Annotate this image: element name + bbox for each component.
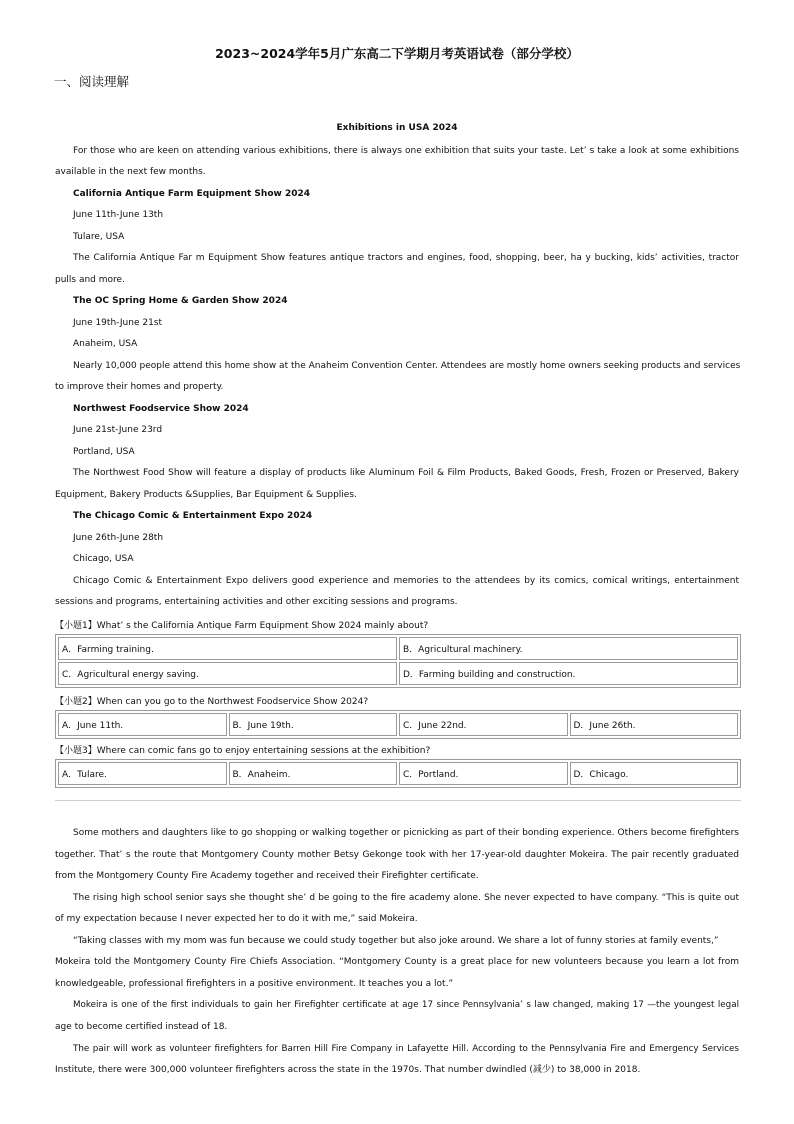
show-desc: pulls and more. [55,275,125,285]
intro-line: For those who are keen on attending various exhibitions, there is always one exhibition that suits your taste. Let’ s take a look at some exhibitions [73,146,739,156]
section-heading: 一、阅读理解 [54,74,130,89]
show-place: Portland, USA [73,447,135,457]
option-a[interactable]: A．Tulare. [58,762,227,785]
passage-line: of my expectation because I never expected her to do it with me,” said Mokeira. [55,914,418,924]
show-desc: to improve their homes and property. [55,382,224,392]
show-desc: The California Antique Far m Equipment Show features antique tractors and engines, food, shopping, beer, ha y bucking, kids’ activities, tractor [73,253,739,263]
show-desc: Nearly 10,000 people attend this home show at the Anaheim Convention Center. Attendees are mostly home owners seeking products and services [73,361,741,371]
show-name: The Chicago Comic & Entertainment Expo 2024 [73,511,313,521]
show-name: California Antique Farm Equipment Show 2024 [73,189,310,199]
question-stem: 【小题1】What’ s the California Antique Farm Equipment Show 2024 mainly about? [55,621,429,631]
intro-line: available in the next few months. [55,167,206,177]
show-desc: Chicago Comic & Entertainment Expo delivers good experience and memories to the attendees by its comics, comical writings, entertainment [73,576,739,586]
options-table [55,634,741,688]
passage-title: Exhibitions in USA 2024 [336,123,458,133]
show-name: The OC Spring Home & Garden Show 2024 [73,296,288,306]
passage-line: The rising high school senior says she thought she’ d be going to the fire academy alone. She never expected to have company. “This is quite out [73,893,739,903]
option-c[interactable]: C．June 22nd. [399,713,568,736]
option-c[interactable]: C．Agricultural energy saving. [58,662,397,685]
option-a[interactable]: A．Farming training. [58,637,397,660]
option-c[interactable]: C．Portland. [399,762,568,785]
show-date: June 26th-June 28th [73,533,164,543]
options-table [55,759,741,788]
option-b[interactable]: B．Anaheim. [229,762,398,785]
show-place: Anaheim, USA [73,339,138,349]
question-stem: 【小题3】Where can comic fans go to enjoy entertaining sessions at the exhibition? [55,746,431,756]
show-place: Tulare, USA [73,232,125,242]
passage-line: age to become certified instead of 18. [55,1022,228,1032]
passage-line: knowledgeable, professional firefighters in a positive environment. It teaches you a lot.” [55,979,454,989]
show-desc: The Northwest Food Show will feature a display of products like Aluminum Foil & Film Products, Baked Goods, Fresh, Frozen or Preserved, Bakery [73,468,739,478]
show-place: Chicago, USA [73,554,134,564]
option-d[interactable]: D．June 26th. [570,713,739,736]
option-d[interactable]: D．Farming building and construction. [399,662,738,685]
passage-line: together. That’ s the route that Montgomery County mother Betsy Gekonge took with her 17-year-old daughter Mokeira. The pair recently graduated [55,850,739,860]
options-table [55,710,741,739]
show-name: Northwest Foodservice Show 2024 [73,404,249,414]
passage-line: “Taking classes with my mom was fun because we could study together but also joke around. We share a lot of funny stories at family events,” [73,936,719,946]
passage-line: Institute, there were 300,000 volunteer firefighters across the state in the 1970s. That number dwindled (减少) to 38,000 in 2018. [55,1065,641,1075]
passage-line: The pair will work as volunteer firefighters for Barren Hill Fire Company in Lafayette Hill. According to the Pennsylvania Fire and Emergency Services [73,1044,739,1054]
option-b[interactable]: B．Agricultural machinery. [399,637,738,660]
passage-line: Some mothers and daughters like to go shopping or walking together or picnicking as part of their bonding experience. Others become firefighters [73,828,739,838]
option-b[interactable]: B．June 19th. [229,713,398,736]
option-a[interactable]: A．June 11th. [58,713,227,736]
show-date: June 19th-June 21st [73,318,163,328]
show-desc: sessions and programs, entertaining activities and other exciting sessions and programs. [55,597,458,607]
option-d[interactable]: D．Chicago. [570,762,739,785]
exam-title: 2023~2024学年5月广东高二下学期月考英语试卷（部分学校） [215,46,579,61]
section-divider [55,800,741,801]
question-stem: 【小题2】When can you go to the Northwest Foodservice Show 2024? [55,697,369,707]
show-date: June 21st-June 23rd [73,425,163,435]
passage-line: Mokeira is one of the first individuals to gain her Firefighter certificate at age 17 since Pennsylvania’ s law changed, making 17 —the youngest legal [73,1000,739,1010]
passage-line: from the Montgomery County Fire Academy together and received their Firefighter certificate. [55,871,479,881]
passage-line: Mokeira told the Montgomery County Fire Chiefs Association. “Montgomery County is a great place for new volunteers because you learn a lot from [55,957,739,967]
show-desc: Equipment, Bakery Products &Supplies, Bar Equipment & Supplies. [55,490,357,500]
show-date: June 11th-June 13th [73,210,164,220]
